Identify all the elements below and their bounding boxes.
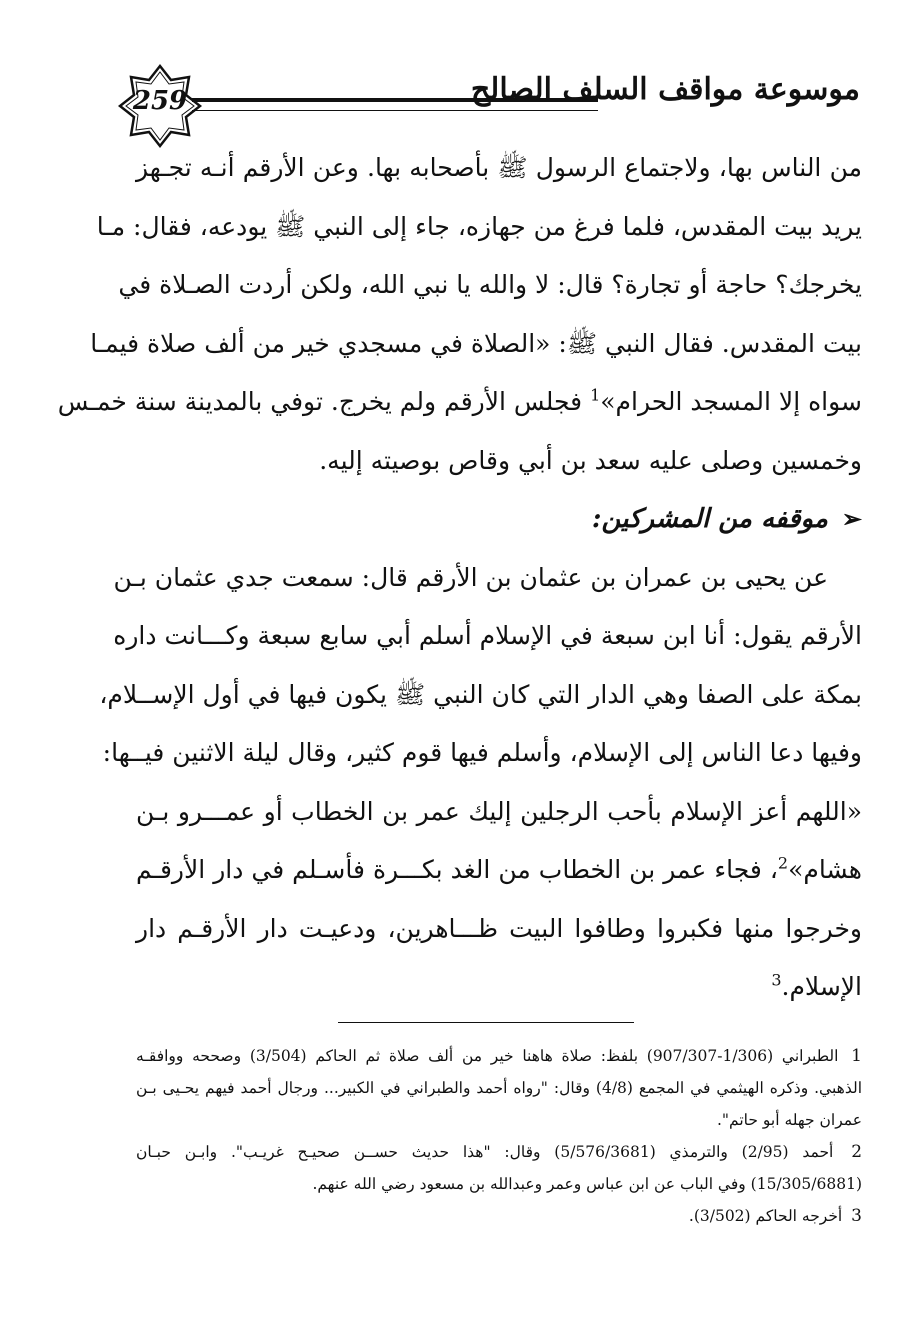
text-line: وخمسين وصلى عليه سعد بن أبي وقاص بوصيته إليه. bbox=[319, 445, 862, 475]
running-header bbox=[118, 64, 860, 148]
footnote-line bbox=[136, 1200, 862, 1232]
page-number: 259 bbox=[132, 86, 188, 116]
text-line bbox=[113, 549, 862, 608]
text-line bbox=[136, 841, 862, 900]
footnote-text: أحمد (2/95) والترمذي (5/576/3681) وقال: "هذا حديث حســن صحيـح غريـب". وابـن حبـان bbox=[136, 1143, 834, 1161]
footnote-line bbox=[136, 1136, 862, 1168]
footnote-separator bbox=[338, 1022, 634, 1023]
arrow-bullet-icon: ➢ bbox=[841, 504, 862, 533]
main-text bbox=[57, 139, 862, 1017]
text-line: وخرجوا منها فكبروا وطافوا البيت ظـــاهرين، ودعيـت دار الأرقـم دار bbox=[136, 913, 862, 943]
section-heading-text: موقفه من المشركين: bbox=[591, 504, 828, 534]
book-title: موسوعة مواقف السلف الصالح bbox=[470, 72, 860, 107]
text-line bbox=[57, 373, 862, 432]
text-line bbox=[136, 958, 862, 1017]
text-segment: عن يحيى بن عمران بن عثمان بن الأرقم قال: سمعت جدي عثمان بـن bbox=[113, 562, 828, 592]
page-number-badge bbox=[118, 64, 202, 148]
footnote-number: 2 bbox=[851, 1142, 863, 1162]
text-segment: الإسلام. bbox=[781, 972, 862, 1001]
footnote-number: 3 bbox=[851, 1206, 862, 1226]
text-line: الأرقم يقول: أنا ابن سبعة في الإسلام أسلم أبي سابع سبعة وكـــانت داره bbox=[113, 621, 862, 650]
paragraph-2 bbox=[99, 549, 862, 1017]
paragraph-1 bbox=[57, 139, 862, 490]
text-line: من الناس بها، ولاجتماع الرسول ﷺ بأصحابه بها. وعن الأرقم أنـه تجـهز bbox=[136, 153, 862, 182]
footnote-number: 1 bbox=[851, 1046, 862, 1066]
text-segment: ، فجاء عمر بن الخطاب من الغد بكـــرة فأسـلم في دار الأرقـم bbox=[136, 855, 778, 884]
text-segment: فجلس الأرقم ولم يخرج. توفي بالمدينة سنة خمـس bbox=[57, 387, 591, 416]
footnotes bbox=[136, 1040, 862, 1232]
text-line: يريد بيت المقدس، فلما فرغ من جهازه، جاء إلى النبي ﷺ يودعه، فقال: مـا bbox=[96, 211, 862, 241]
footnote-ref-2: 2 bbox=[777, 853, 789, 873]
footnote-text: أخرجه الحاكم (3/502). bbox=[688, 1207, 843, 1225]
footnote-ref-3: 3 bbox=[771, 970, 782, 990]
text-segment: هشام» bbox=[788, 855, 862, 884]
footnote-line: الذهبي. وذكره الهيثمي في المجمع (4/8) وقال: "رواه أحمد والطبراني في الكبير... ورجال أحمد فيهم يحـيى بـن bbox=[136, 1079, 862, 1097]
footnote-line: عمران جهله أبو حاتم". bbox=[716, 1111, 862, 1129]
text-line: «اللهم أعز الإسلام بأحب الرجلين إليك عمر بن الخطاب أو عمـــرو بـن bbox=[136, 796, 862, 826]
section-heading bbox=[136, 490, 862, 549]
footnote-text: الطبراني (1/306-907/307) بلفظ: صلاة هاهنا خير من ألف صلاة ثم الحاكم (3/504) وصححه ووافقـه bbox=[136, 1047, 839, 1065]
text-line: بمكة على الصفا وهي الدار التي كان النبي ﷺ يكون فيها في أول الإســلام، bbox=[99, 679, 862, 709]
footnote-line: (15/305/6881) وفي الباب عن ابن عباس وعمر وعبدالله بن مسعود رضي الله عنهم. bbox=[312, 1175, 862, 1193]
text-line: يخرجك؟ حاجة أو تجارة؟ قال: لا والله يا نبي الله، ولكن أردت الصـلاة في bbox=[118, 270, 862, 299]
text-line: بيت المقدس. فقال النبي ﷺ: «الصلاة في مسجدي خير من ألف صلاة فيمـا bbox=[90, 328, 862, 358]
text-segment: سواه إلا المسجد الحرام» bbox=[600, 387, 862, 416]
footnote-ref-1: 1 bbox=[590, 385, 601, 405]
footnote-line bbox=[136, 1040, 862, 1072]
text-line: وفيها دعا الناس إلى الإسلام، وأسلم فيها قوم كثير، وقال ليلة الاثنين فيــها: bbox=[102, 738, 862, 767]
